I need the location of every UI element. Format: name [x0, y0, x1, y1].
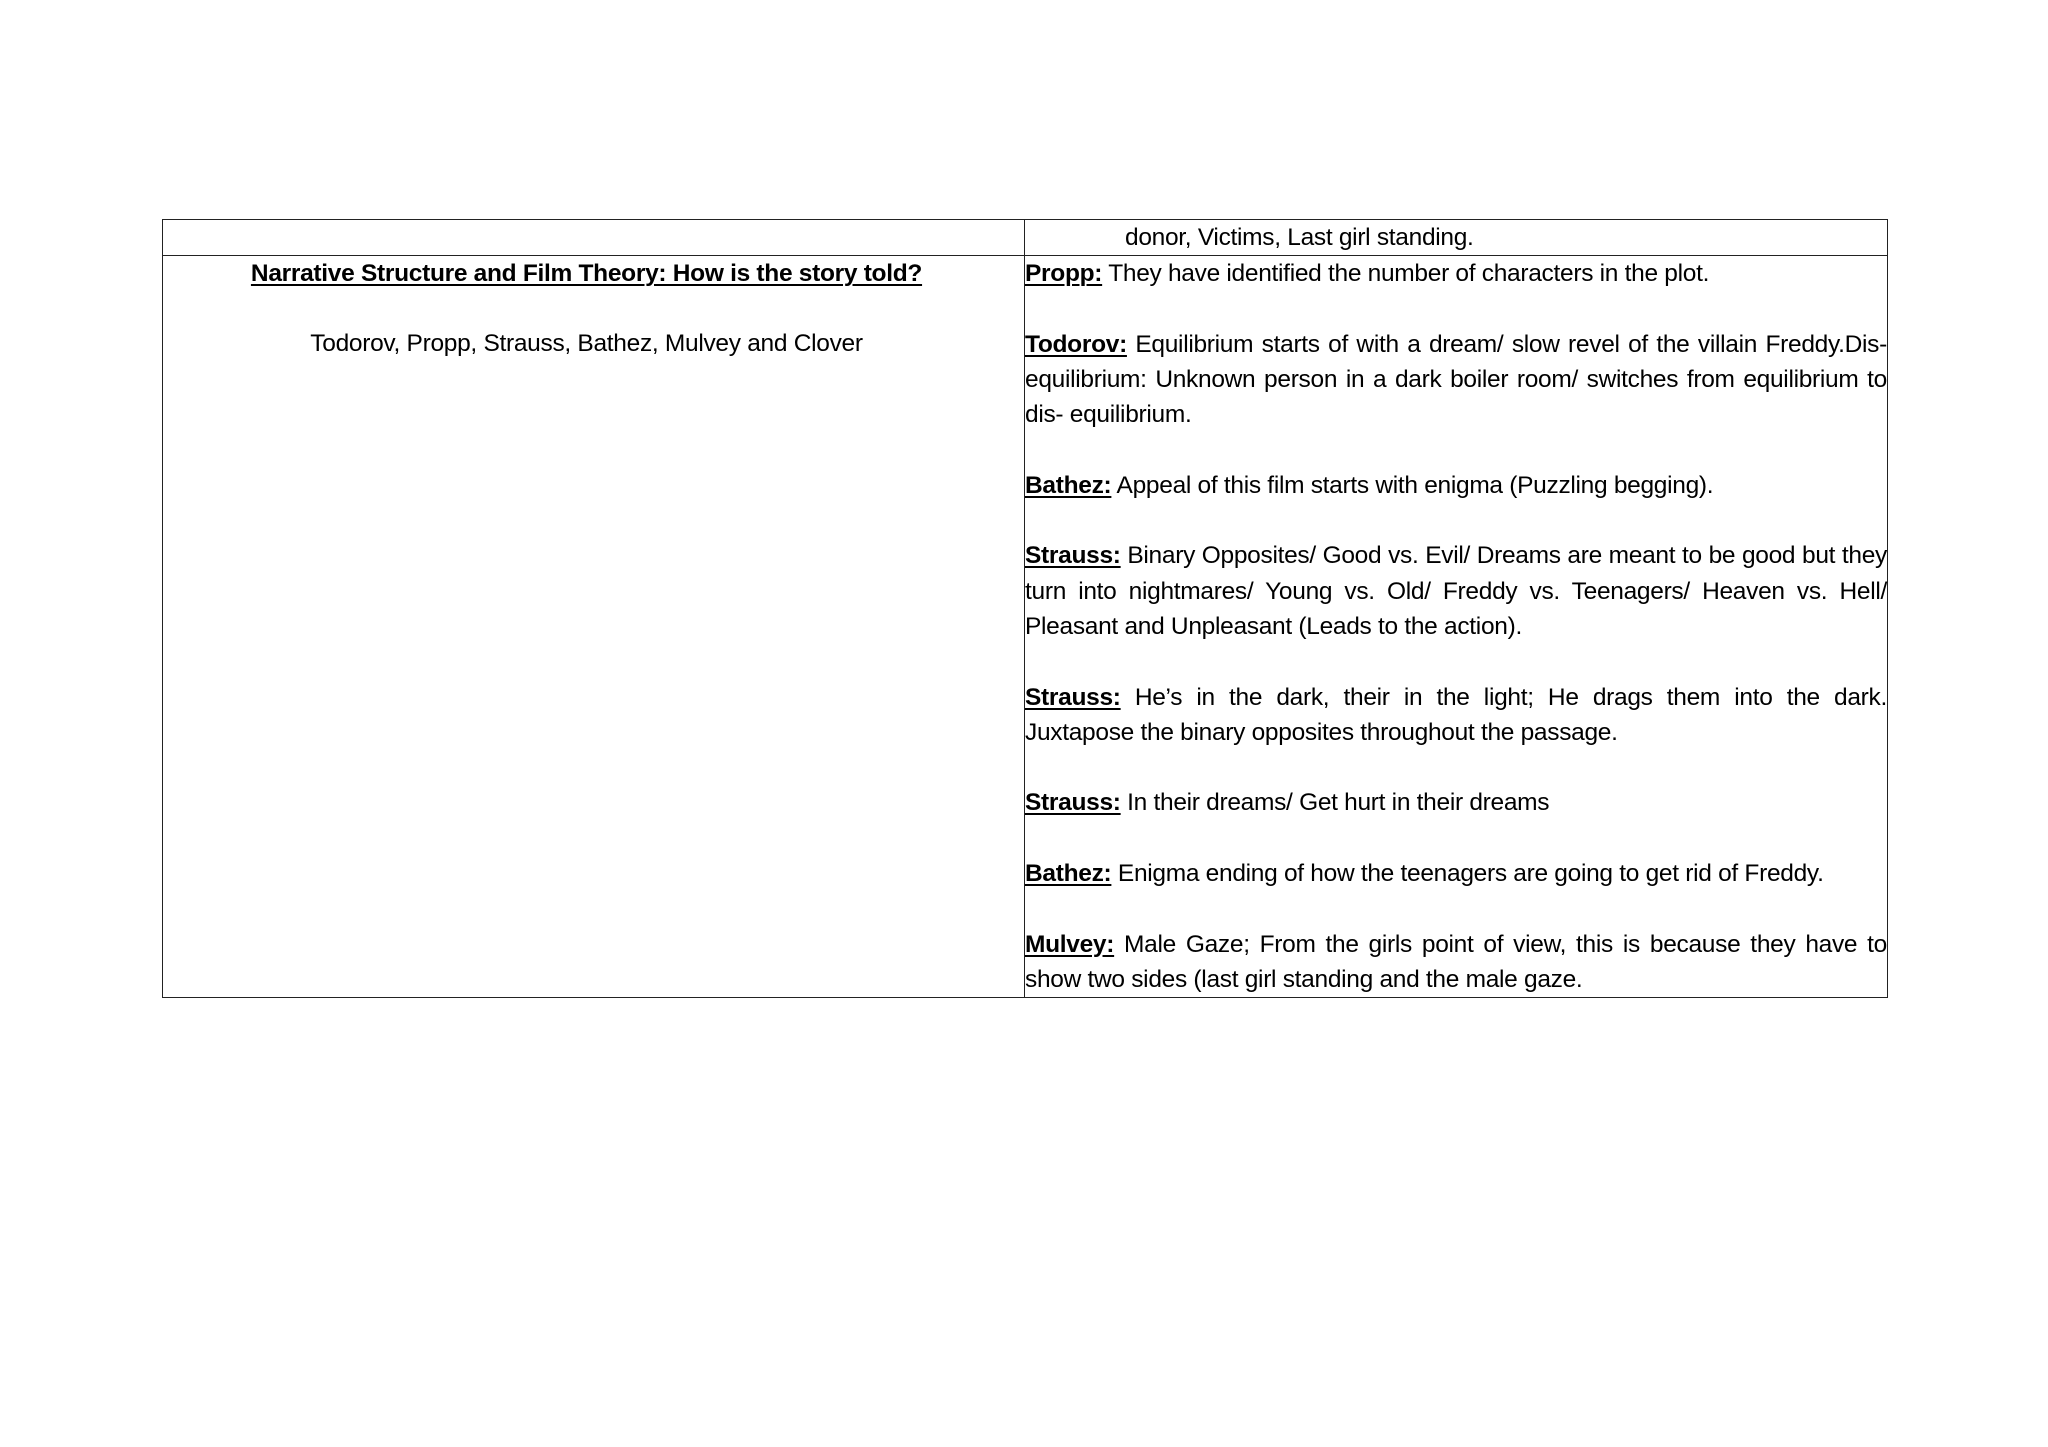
note-paragraph [1025, 785, 1887, 820]
theorist-label: Propp: [1025, 260, 1103, 287]
note-paragraph [1025, 256, 1887, 291]
note-text: They have identified the number of characters in the plot. [1102, 260, 1710, 287]
theorist-label: Strauss: [1025, 542, 1121, 570]
theorist-label: Mulvey: [1025, 930, 1115, 958]
note-text: Male Gaze; From the girls point of view, this is because they have to show two sides (last girl standing and the male gaze. [1025, 930, 1887, 993]
section-label-cell [163, 256, 1025, 998]
theorist-label: Bathez: [1025, 471, 1112, 499]
note-text: Enigma ending of how the teenagers are going to get rid of Freddy. [1111, 860, 1824, 888]
continuation-row [163, 220, 1888, 256]
note-text: In their dreams/ Get hurt in their dreams [1120, 789, 1550, 817]
note-text: Equilibrium starts of with a dream/ slow revel of the villain Freddy.Dis- equilibrium: Unknown person in a dark boiler room/ switches from equilibrium to dis- equilibrium. [1025, 330, 1887, 429]
note-paragraph [1025, 927, 1887, 998]
notes-table [162, 219, 1888, 998]
theorist-label: Todorov: [1025, 330, 1127, 358]
section-notes-cell [1025, 256, 1888, 998]
note-paragraph [1025, 856, 1887, 891]
note-text: Binary Opposites/ Good vs. Evil/ Dreams are meant to be good but they turn into nightmares/ Young vs. Old/ Freddy vs. Teenagers/ Heaven vs. Hell/ Pleasant and Unpleasant (Leads to the action). [1025, 542, 1887, 640]
theorist-label: Strauss: [1025, 789, 1121, 817]
narrative-structure-row [163, 256, 1888, 998]
theorist-label: Strauss: [1025, 683, 1121, 711]
theorist-label: Bathez: [1025, 860, 1112, 888]
note-paragraph [1025, 327, 1887, 433]
continuation-text: donor, Victims, Last girl standing. [1125, 224, 1474, 251]
continuation-right-cell [1025, 220, 1888, 256]
note-paragraph [1025, 468, 1887, 503]
note-paragraph [1025, 538, 1887, 644]
section-heading: Narrative Structure and Film Theory: How is the story told? [250, 260, 923, 287]
note-paragraph [1025, 680, 1887, 751]
note-text: Appeal of this film starts with enigma (Puzzling begging). [1111, 471, 1714, 499]
continuation-left-cell [163, 220, 1025, 256]
section-theorists-list: Todorov, Propp, Strauss, Bathez, Mulvey and Clover [310, 330, 863, 357]
note-text: He’s in the dark, their in the light; He drags them into the dark. Juxtapose the binary opposites throughout the passage. [1025, 683, 1887, 746]
